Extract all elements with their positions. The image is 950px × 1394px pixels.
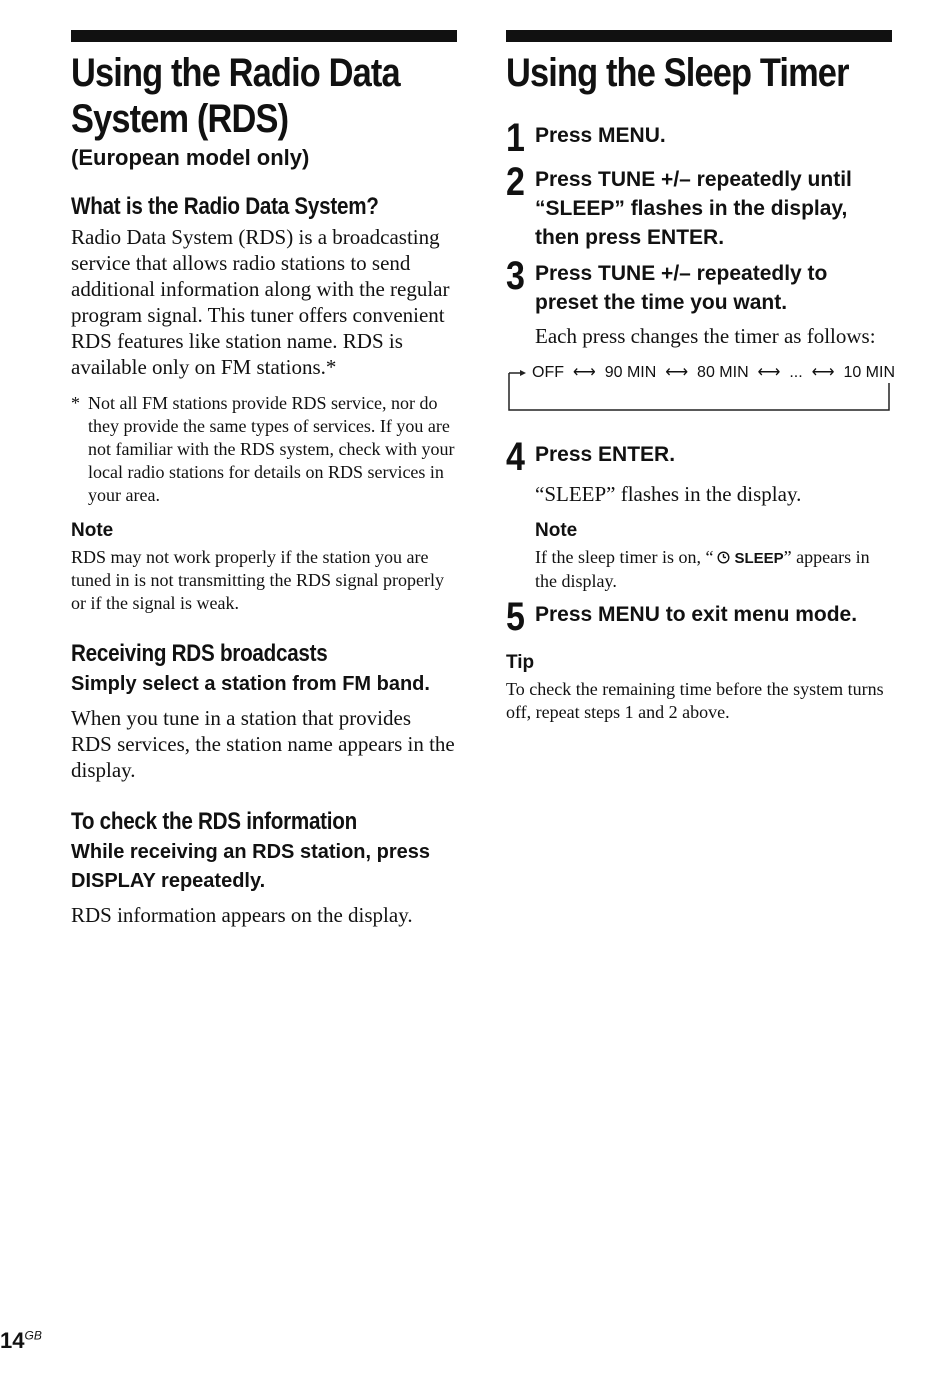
sequence-text xyxy=(530,363,897,383)
receiving-rds-heading: Receiving RDS broadcasts xyxy=(71,640,328,667)
sequence-item: 10 MIN xyxy=(843,364,896,381)
footnote-text: Not all FM stations provide RDS service, nor do they provide the same types of services. If you are not familiar with the RDS system, check with your local radio stations for details on RDS services in your area. xyxy=(88,393,455,505)
check-rds-heading: To check the RDS information xyxy=(71,808,357,835)
double-arrow-icon: ⟷ xyxy=(807,364,839,381)
sequence-item: OFF xyxy=(532,364,564,381)
tip-text: To check the remaining time before the system turns off, repeat steps 1 and 2 above. xyxy=(506,679,884,722)
double-arrow-icon: ⟷ xyxy=(568,364,601,381)
rds-title: Using the Radio Data System (RDS) xyxy=(71,51,400,141)
step-text: Press MENU. xyxy=(535,124,666,147)
note-text: RDS may not work properly if the station you are tuned in is not transmitting the RDS signal properly or if the signal is weak. xyxy=(71,547,444,613)
rds-subtitle: (European model only) xyxy=(71,145,310,170)
step-number: 1 xyxy=(506,116,525,160)
step-4-note xyxy=(535,519,892,593)
check-rds-body: RDS information appears on the display. xyxy=(71,903,413,927)
timer-sequence-diagram xyxy=(506,363,896,411)
footnote-mark: * xyxy=(71,393,80,413)
step-text: Press TUNE +/– repeatedly until “SLEEP” flashes in the display, then press ENTER. xyxy=(535,168,852,249)
sleep-indicator-text: SLEEP xyxy=(734,550,784,567)
footnote xyxy=(71,392,457,507)
sequence-item: 90 MIN xyxy=(604,364,657,381)
left-column xyxy=(71,30,457,928)
step-number: 2 xyxy=(506,160,525,204)
what-is-rds-body: Radio Data System (RDS) is a broadcasting service that allows radio stations to send additional information along with the regular program signal. This tuner offers convenient RDS features like station name. RDS is available only on FM stations.* xyxy=(71,225,450,379)
step-4-body: “SLEEP” flashes in the display. xyxy=(535,482,802,506)
clock-icon xyxy=(717,547,730,560)
step-text: Press ENTER. xyxy=(535,443,676,466)
step-text: Press MENU to exit menu mode. xyxy=(535,603,858,626)
page-number-suffix: GB xyxy=(24,1328,42,1343)
check-rds-instruction: While receiving an RDS station, press DISPLAY repeatedly. xyxy=(71,841,430,892)
receiving-rds-instruction: Simply select a station from FM band. xyxy=(71,673,430,695)
sequence-item: ... xyxy=(789,364,803,381)
page-number xyxy=(0,1328,42,1354)
step-number: 4 xyxy=(506,435,525,479)
double-arrow-icon: ⟷ xyxy=(660,364,693,381)
section-rule xyxy=(71,30,457,42)
sleep-timer-title: Using the Sleep Timer xyxy=(506,51,849,95)
note-prefix: If the sleep timer is on, “ xyxy=(535,547,714,567)
step-3 xyxy=(506,256,892,317)
step-2 xyxy=(506,162,892,252)
right-column xyxy=(506,30,896,724)
step-number: 5 xyxy=(506,595,525,639)
step-4 xyxy=(506,437,892,477)
tip-label: Tip xyxy=(506,652,535,673)
note-text xyxy=(535,546,892,593)
step-5 xyxy=(506,597,892,637)
what-is-rds-heading: What is the Radio Data System? xyxy=(71,193,379,220)
step-text: Press TUNE +/– repeatedly to preset the time you want. xyxy=(535,262,828,314)
note-label: Note xyxy=(71,520,114,541)
step-1 xyxy=(506,118,892,158)
step-3-body: Each press changes the timer as follows: xyxy=(535,324,876,348)
section-rule xyxy=(506,30,892,42)
receiving-rds-body: When you tune in a station that provides RDS services, the station name appears in the display. xyxy=(71,706,455,782)
note-suffix: ” appears in the display. xyxy=(535,547,870,591)
sequence-item: 80 MIN xyxy=(697,364,749,381)
note-label: Note xyxy=(535,520,578,541)
page-number-value: 14 xyxy=(0,1328,25,1353)
step-number: 3 xyxy=(506,254,525,298)
double-arrow-icon: ⟷ xyxy=(753,364,785,381)
